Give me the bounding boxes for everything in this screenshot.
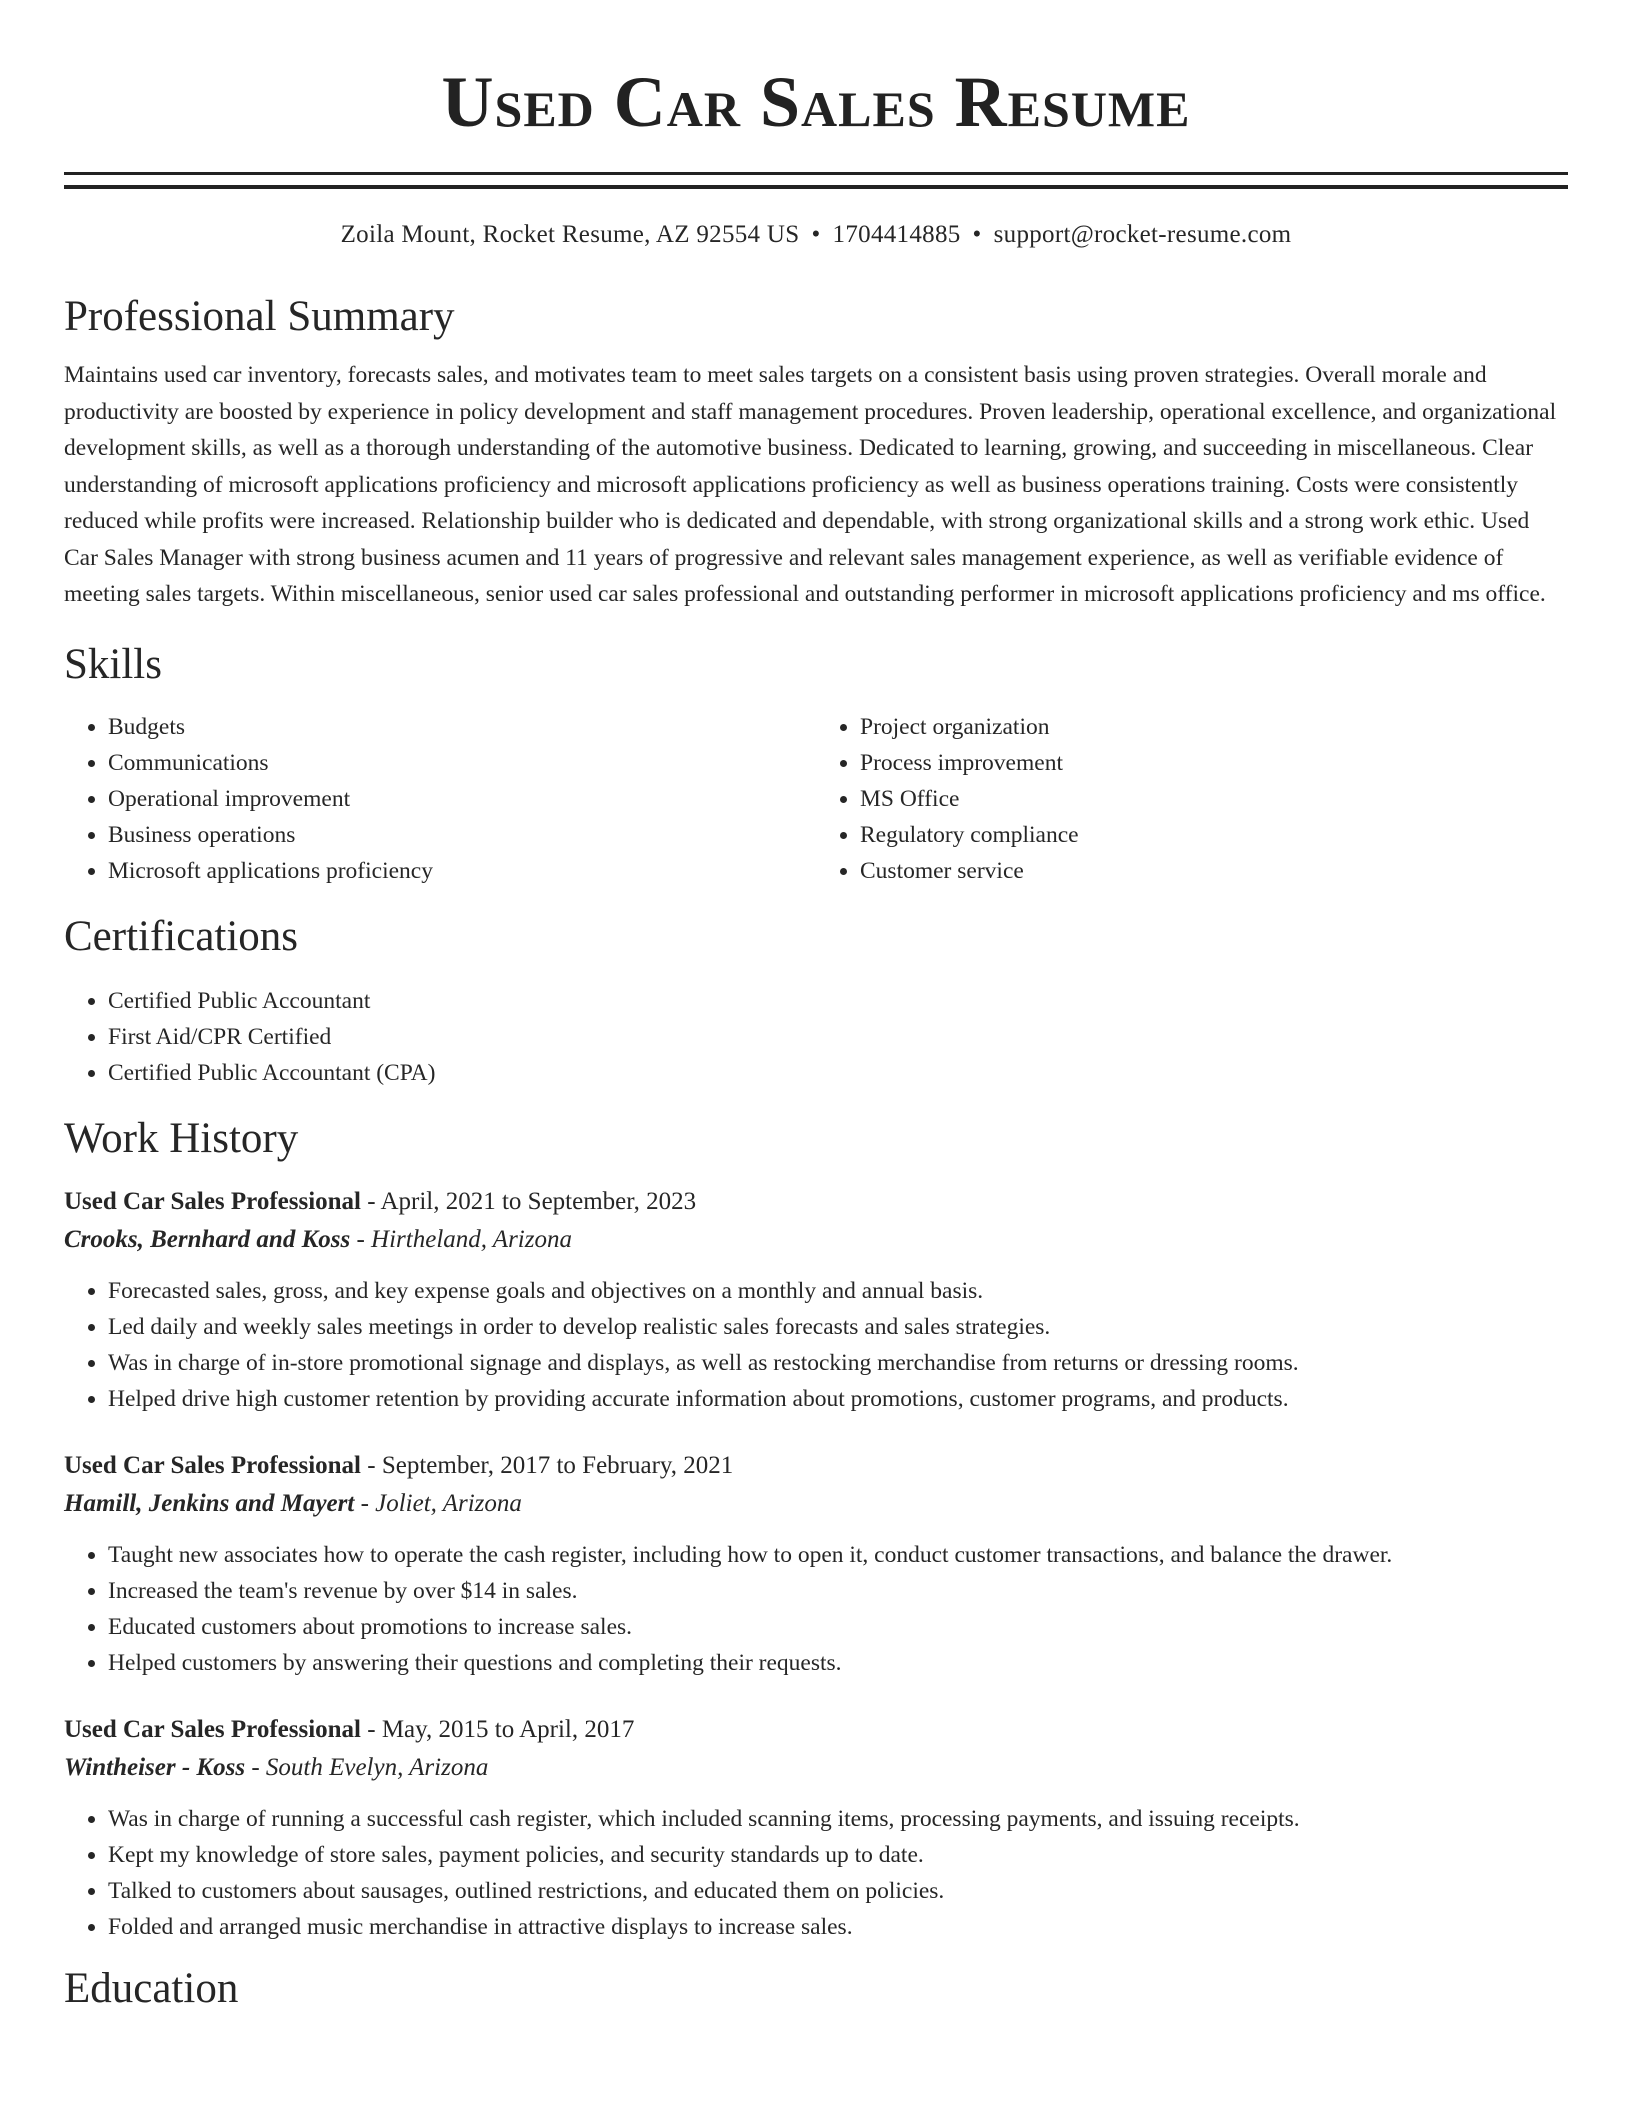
job-title: Used Car Sales Professional xyxy=(64,1715,361,1743)
job-title: Used Car Sales Professional xyxy=(64,1187,361,1215)
certifications-heading: Certifications xyxy=(64,912,299,960)
job-title: Used Car Sales Professional xyxy=(64,1451,361,1479)
skill-item: • Customer service xyxy=(860,853,1568,889)
job-dates: April, 2021 to September, 2023 xyxy=(380,1187,697,1215)
job-company-line xyxy=(64,1485,1568,1523)
job-title-line xyxy=(64,1183,1568,1221)
job-dash: - xyxy=(361,1451,382,1479)
job-bullet: • Increased the team's revenue by over $14 in sales. xyxy=(108,1573,1568,1609)
skills-list-right xyxy=(816,709,1568,889)
job-bullet: • Helped drive high customer retention by providing accurate information about promotions, customer programs, and products. xyxy=(108,1381,1568,1417)
contact-line xyxy=(64,219,1568,251)
skills-columns xyxy=(64,709,1568,889)
certification-item: • Certified Public Accountant xyxy=(108,983,1568,1019)
skill-item: • Business operations xyxy=(108,817,816,853)
job-entry xyxy=(64,1447,1568,1681)
job-entry xyxy=(64,1711,1568,1945)
job-bullet: • Forecasted sales, gross, and key expense goals and objectives on a monthly and annual basis. xyxy=(108,1273,1568,1309)
job-bullet: • Led daily and weekly sales meetings in order to develop realistic sales forecasts and sales strategies. xyxy=(108,1309,1568,1345)
contact-address: Zoila Mount, Rocket Resume, AZ 92554 US xyxy=(340,221,800,248)
skill-item: • Operational improvement xyxy=(108,781,816,817)
job-bullet: • Folded and arranged music merchandise in attractive displays to increase sales. xyxy=(108,1909,1568,1945)
job-company: Hamill, Jenkins and Mayert xyxy=(64,1489,355,1517)
job-company-line xyxy=(64,1749,1568,1787)
job-bullet: • Talked to customers about sausages, outlined restrictions, and educated them on policies. xyxy=(108,1873,1568,1909)
work-history-heading: Work History xyxy=(64,1114,299,1162)
skill-item: • Communications xyxy=(108,745,816,781)
title-double-rule xyxy=(64,172,1568,189)
contact-separator: • xyxy=(972,221,982,248)
education-heading: Education xyxy=(64,1964,239,2012)
job-bullets xyxy=(64,1537,1568,1681)
skill-item: • Budgets xyxy=(108,709,816,745)
job-bullets xyxy=(64,1273,1568,1417)
job-dates: May, 2015 to April, 2017 xyxy=(381,1715,635,1743)
job-bullet: • Was in charge of in-store promotional signage and displays, as well as restocking merchandise from returns or dressing rooms. xyxy=(108,1345,1568,1381)
summary-text: Maintains used car inventory, forecasts sales, and motivates team to meet sales targets on a consistent basis using proven strategies. Overall morale and productivity are boosted by experience in policy development and staff management procedures. Proven leadership, operational excellence, and organizational development skills, as well as a thorough understanding of the automotive business. Dedicated to learning, growing, and succeeding in miscellaneous. Clear understanding of microsoft applications proficiency and microsoft applications proficiency as well as business operations training. Costs were consistently reduced while profits were increased. Relationship builder who is dedicated and dependable, with strong organizational skills and a strong work ethic. Used Car Sales Manager with strong business acumen and 11 years of progressive and relevant sales management experience, as well as verifiable evidence of meeting sales targets. Within miscellaneous, senior used car sales professional and outstanding performer in microsoft applications proficiency and ms office. xyxy=(64,362,1557,607)
skills-list-left xyxy=(64,709,816,889)
skill-item: • MS Office xyxy=(860,781,1568,817)
job-entry xyxy=(64,1183,1568,1417)
skill-item: • Regulatory compliance xyxy=(860,817,1568,853)
job-dash: - xyxy=(245,1753,266,1781)
job-bullets xyxy=(64,1801,1568,1945)
job-bullet: • Helped customers by answering their questions and completing their requests. xyxy=(108,1645,1568,1681)
contact-phone: 1704414885 xyxy=(832,221,961,248)
job-dates: September, 2017 to February, 2021 xyxy=(381,1451,734,1479)
skill-item: • Microsoft applications proficiency xyxy=(108,853,816,889)
certifications-list xyxy=(64,983,1568,1091)
job-location: Hirtheland, Arizona xyxy=(371,1225,572,1253)
contact-email: support@rocket-resume.com xyxy=(993,221,1292,248)
job-dash: - xyxy=(361,1187,381,1215)
job-bullet: • Taught new associates how to operate the cash register, including how to open it, conduct customer transactions, and balance the drawer. xyxy=(108,1537,1568,1573)
job-company-line xyxy=(64,1221,1568,1259)
certification-item: • First Aid/CPR Certified xyxy=(108,1019,1568,1055)
job-dash: - xyxy=(354,1489,376,1517)
summary-heading: Professional Summary xyxy=(64,293,455,340)
skill-item: • Process improvement xyxy=(860,745,1568,781)
contact-separator: • xyxy=(811,221,821,248)
job-bullet: • Educated customers about promotions to increase sales. xyxy=(108,1609,1568,1645)
job-location: South Evelyn, Arizona xyxy=(265,1753,489,1781)
skills-heading: Skills xyxy=(64,640,162,688)
skill-item: • Project organization xyxy=(860,709,1568,745)
job-title-line xyxy=(64,1447,1568,1485)
job-dash: - xyxy=(350,1225,372,1253)
job-title-line xyxy=(64,1711,1568,1749)
job-location: Joliet, Arizona xyxy=(375,1489,522,1517)
certification-item: • Certified Public Accountant (CPA) xyxy=(108,1055,1568,1091)
job-bullet: • Kept my knowledge of store sales, payment policies, and security standards up to date. xyxy=(108,1837,1568,1873)
job-dash: - xyxy=(361,1715,382,1743)
resume-title: Used Car Sales Resume xyxy=(441,62,1191,142)
job-bullet: • Was in charge of running a successful cash register, which included scanning items, processing payments, and issuing receipts. xyxy=(108,1801,1568,1837)
job-company: Wintheiser - Koss xyxy=(64,1753,246,1781)
job-company: Crooks, Bernhard and Koss xyxy=(64,1225,351,1253)
